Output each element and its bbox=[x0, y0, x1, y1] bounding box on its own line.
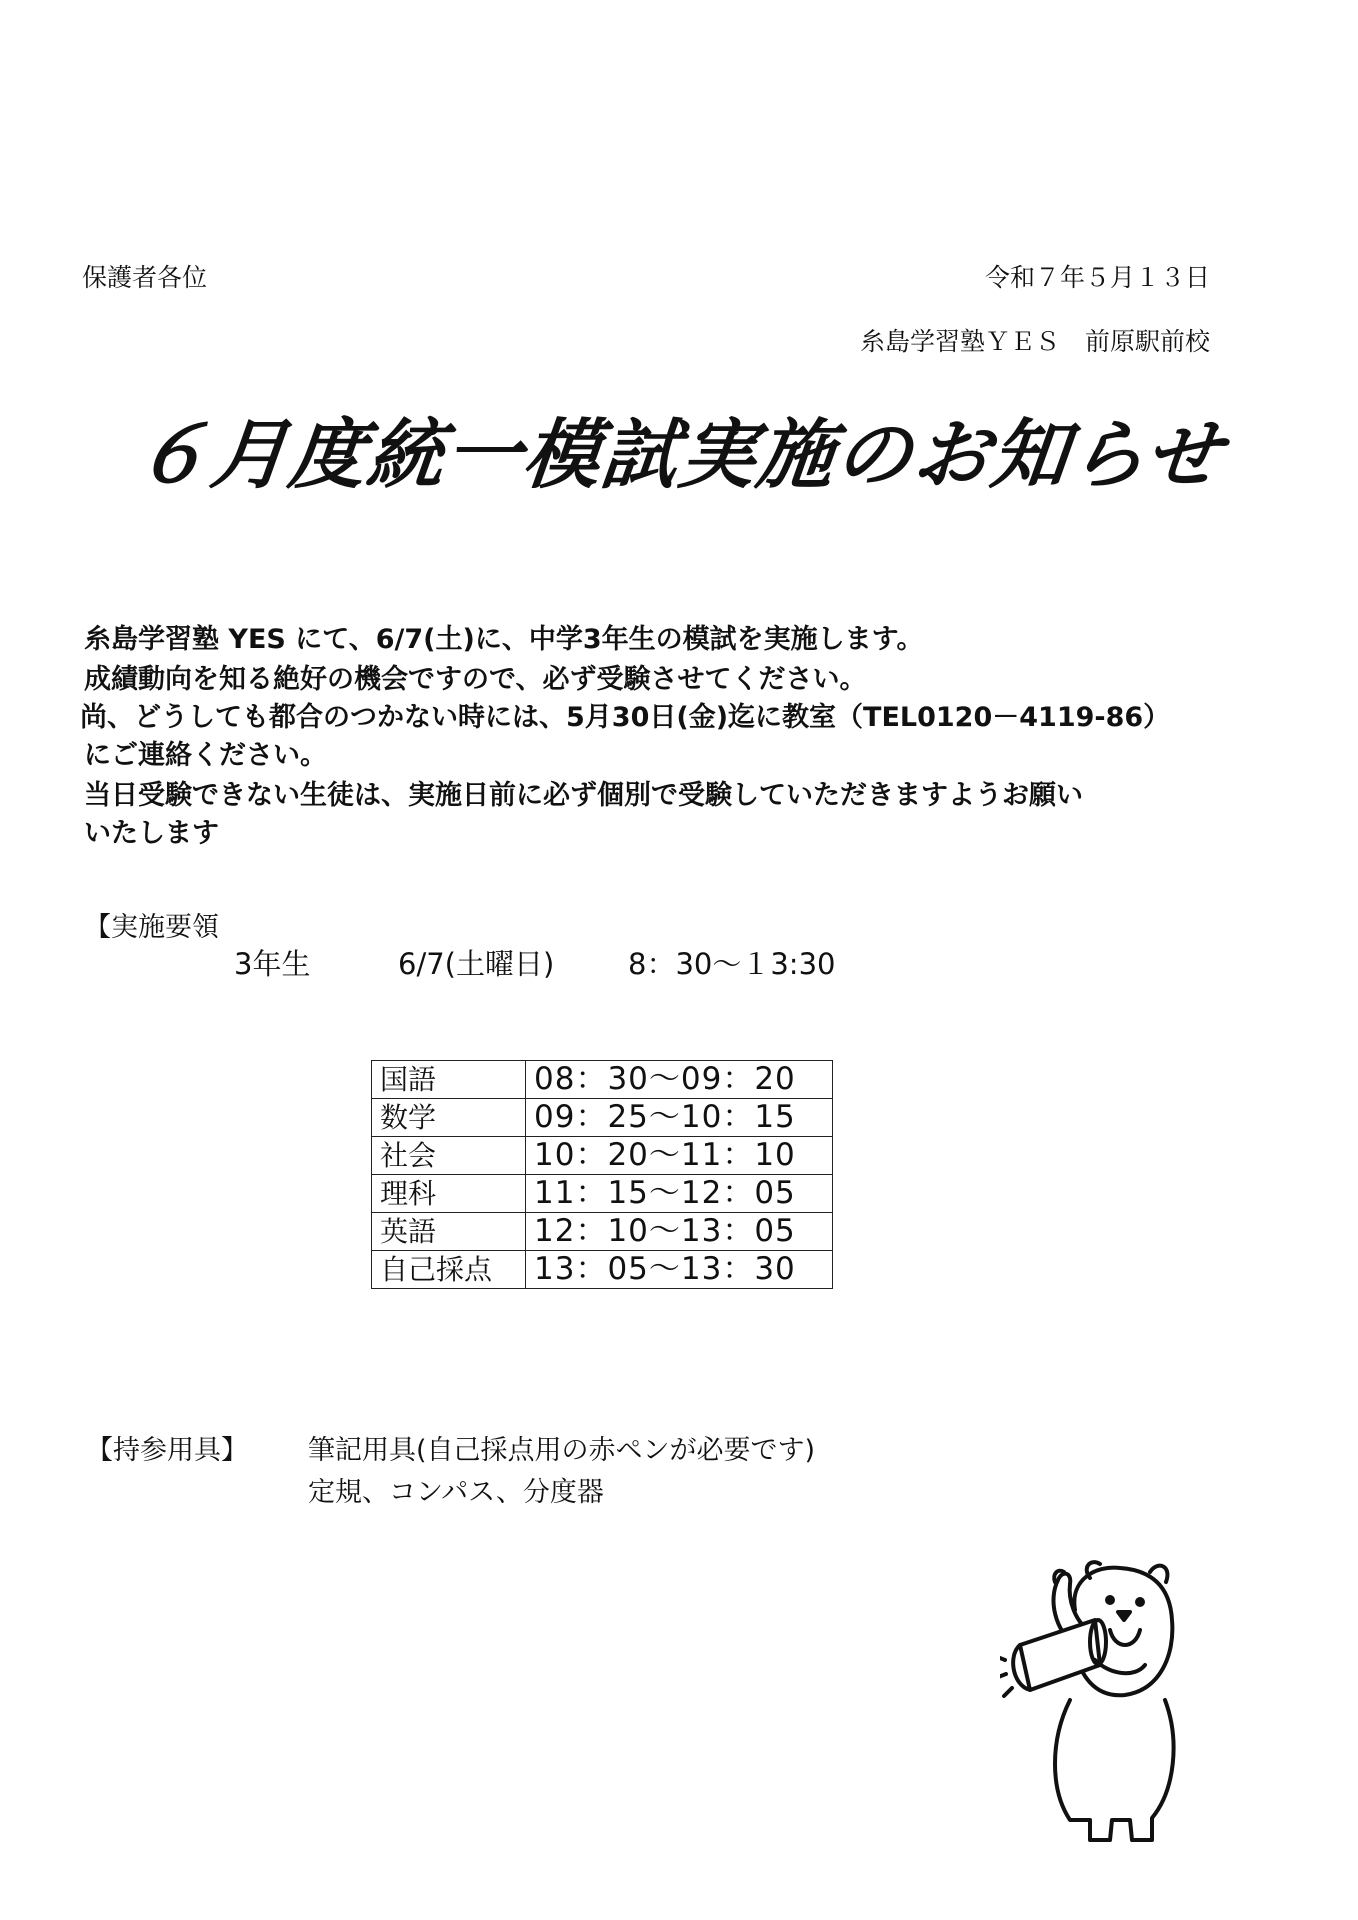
table-row bbox=[372, 1061, 833, 1099]
execution-time: 8：30～１3:30 bbox=[628, 947, 836, 981]
table-row bbox=[372, 1099, 833, 1137]
items-line-2: 定規、コンパス、分度器 bbox=[308, 1477, 604, 1508]
items-section-label: 【持参用具】 bbox=[86, 1435, 248, 1466]
time-cell: 10：20～11：10 bbox=[526, 1137, 833, 1175]
time-cell: 11：15～12：05 bbox=[526, 1175, 833, 1213]
page-title: ６月度統一模試実施のお知らせ bbox=[128, 410, 1228, 499]
time-cell: 09：25～10：15 bbox=[526, 1099, 833, 1137]
subject-cell: 社会 bbox=[372, 1137, 526, 1175]
table-row bbox=[372, 1137, 833, 1175]
subject-cell: 理科 bbox=[372, 1175, 526, 1213]
body-line-3: 尚、どうしても都合のつかない時には、5月30日(金)迄に教室（TEL0120－4119-86） bbox=[80, 702, 1171, 733]
time-cell: 12：10～13：05 bbox=[526, 1213, 833, 1251]
body-line-6: いたします bbox=[84, 818, 219, 849]
recipient-label: 保護者各位 bbox=[82, 263, 208, 292]
body-line-4: にご連絡ください。 bbox=[84, 740, 327, 771]
subject-cell: 数学 bbox=[372, 1099, 526, 1137]
time-cell: 08：30～09：20 bbox=[526, 1061, 833, 1099]
table-row bbox=[372, 1175, 833, 1213]
execution-date: 6/7(土曜日) bbox=[398, 947, 555, 981]
body-line-2: 成績動向を知る絶好の機会ですので、必ず受験させてください。 bbox=[84, 664, 867, 695]
schedule-table bbox=[371, 1060, 833, 1289]
table-row bbox=[372, 1251, 833, 1289]
execution-detail bbox=[234, 942, 835, 983]
subject-cell: 自己採点 bbox=[372, 1251, 526, 1289]
table-row bbox=[372, 1213, 833, 1251]
execution-grade: 3年生 bbox=[234, 947, 311, 981]
body-line-5: 当日受験できない生徒は、実施日前に必ず個別で受験していただきますようお願い bbox=[84, 780, 1083, 811]
body-line-1: 糸島学習塾 YES にて、6/7(土)に、中学3年生の模試を実施します。 bbox=[84, 624, 924, 655]
time-cell: 13：05～13：30 bbox=[526, 1251, 833, 1289]
items-line-1: 筆記用具(自己採点用の赤ペンが必要です) bbox=[308, 1435, 816, 1466]
execution-section-label: 【実施要領 bbox=[84, 912, 219, 943]
bear-megaphone-icon bbox=[1000, 1550, 1210, 1850]
subject-cell: 国語 bbox=[372, 1061, 526, 1099]
school-name: 糸島学習塾ＹＥＳ 前原駅前校 bbox=[859, 327, 1210, 356]
subject-cell: 英語 bbox=[372, 1213, 526, 1251]
issue-date: 令和７年５月１３日 bbox=[984, 263, 1210, 292]
